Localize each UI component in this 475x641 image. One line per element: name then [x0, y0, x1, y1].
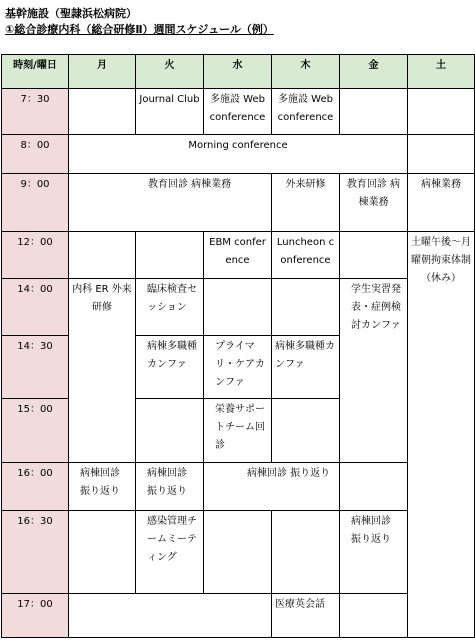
row-0730	[2, 89, 475, 135]
cell-morning-conference: Morning conference	[69, 134, 408, 173]
cell-review-mon	[69, 462, 136, 510]
cell-ebm-conference: EBM conference	[204, 232, 272, 279]
cell-web-conference-thu: 多施設 Web conference	[272, 89, 340, 135]
day-header-thu: 木	[272, 55, 340, 89]
ward-rounds-fri-label: 病棟回診 振り返り	[351, 515, 391, 545]
cell-tue-1500	[136, 398, 204, 462]
cell-tue-1200	[136, 232, 204, 279]
row-0800	[2, 134, 475, 173]
corner-header: 時刻/曜日	[2, 55, 69, 89]
cell-mon-wed-1700	[69, 594, 272, 638]
cell-education-rounds-mon-wed	[69, 174, 272, 232]
cell-thu-1630	[272, 510, 340, 594]
cell-saturday-oncall-note: 土曜午後～月曜朝拘束体制（休み）	[408, 232, 475, 638]
row-0900	[2, 174, 475, 232]
cell-wed-1400	[204, 278, 272, 335]
cell-wed-1630	[204, 510, 272, 594]
education-rounds-label: 教育回診 病棟業務	[148, 179, 232, 191]
time-0900: 9：00	[2, 174, 69, 232]
row-1630	[2, 510, 475, 594]
infection-control-meeting-label: 感染管理チームミーティング	[147, 515, 197, 563]
cell-web-conference-wed: 多施設 Web conference	[204, 89, 272, 135]
header-row	[2, 55, 475, 89]
time-0730: 7：30	[2, 89, 69, 135]
row-1200	[2, 232, 475, 279]
ward-multidisciplinary-thu-label: 病棟多職種カンファ	[275, 340, 335, 370]
cell-ward-multidisciplinary-tue	[136, 335, 204, 398]
time-1600: 16：00	[2, 462, 69, 510]
cell-fri-1600	[340, 462, 408, 510]
time-0800: 8：00	[2, 134, 69, 173]
day-header-mon: 月	[69, 55, 136, 89]
cell-fri-1700	[340, 594, 408, 638]
time-1400: 14：00	[2, 278, 69, 335]
document-title: 基幹施設（聖隷浜松病院）	[5, 7, 137, 20]
cell-er-outpatient-mon: 内科 ER 外来研修	[69, 278, 136, 462]
time-1430: 14：30	[2, 335, 69, 398]
cell-sat-0730	[408, 89, 475, 135]
time-1500: 15：00	[2, 398, 69, 462]
time-1700: 17：00	[2, 594, 69, 638]
cell-thu-1400	[272, 278, 340, 335]
cell-education-rounds-fri: 教育回診 病棟業務	[340, 174, 408, 232]
cell-thu-1500	[272, 398, 340, 462]
medical-english-label: 医療英会話	[275, 599, 325, 611]
review-tue-label: 病棟回診 振り返り	[147, 467, 187, 497]
time-1200: 12：00	[2, 232, 69, 279]
cell-mon-1200	[69, 232, 136, 279]
cell-clinical-test-session	[136, 278, 204, 335]
ward-multidisciplinary-tue-label: 病棟多職種カンファ	[147, 340, 197, 370]
row-1400	[2, 278, 475, 335]
primary-care-conference-label: プライマリ・ケアカンファ	[215, 340, 265, 388]
row-1600	[2, 462, 475, 510]
clinical-test-session-label: 臨床検査セッション	[147, 283, 197, 313]
student-presentation-label: 学生実習発表・症例検討カンファ	[351, 283, 401, 331]
time-1630: 16：30	[2, 510, 69, 594]
day-header-wed: 水	[204, 55, 272, 89]
review-wed-thu-label: 病棟回診 振り返り	[247, 467, 331, 479]
review-mon-label: 病棟回診 振り返り	[80, 467, 120, 497]
day-header-tue: 火	[136, 55, 204, 89]
cell-outpatient-thu: 外来研修	[272, 174, 340, 232]
cell-ward-rounds-fri	[340, 510, 408, 594]
cell-luncheon-conference: Luncheon conference	[272, 232, 340, 279]
nutrition-support-rounds-label: 栄養サポートチーム回診	[215, 403, 265, 451]
cell-sat-0800	[408, 134, 475, 173]
cell-ward-multidisciplinary-thu	[272, 335, 340, 398]
cell-fri-0730	[340, 89, 408, 135]
cell-review-wed-thu	[204, 462, 340, 510]
cell-mon-1630	[69, 510, 136, 594]
row-1700	[2, 594, 475, 638]
cell-mon-0730	[69, 89, 136, 135]
day-header-fri: 金	[340, 55, 408, 89]
day-header-sat: 土	[408, 55, 475, 89]
cell-medical-english	[272, 594, 340, 638]
cell-journal-club: Journal Club	[136, 89, 204, 135]
cell-ward-work-sat: 病棟業務	[408, 174, 475, 232]
schedule-subtitle: ①総合診療内科（総合研修Ⅱ）週間スケジュール（例）	[5, 23, 274, 36]
cell-student-presentation	[340, 278, 408, 462]
cell-infection-control-meeting	[136, 510, 204, 594]
cell-fri-1200	[340, 232, 408, 279]
weekly-schedule-table	[1, 54, 475, 638]
cell-nutrition-support-rounds	[204, 398, 272, 462]
cell-review-tue	[136, 462, 204, 510]
cell-primary-care-conference	[204, 335, 272, 398]
